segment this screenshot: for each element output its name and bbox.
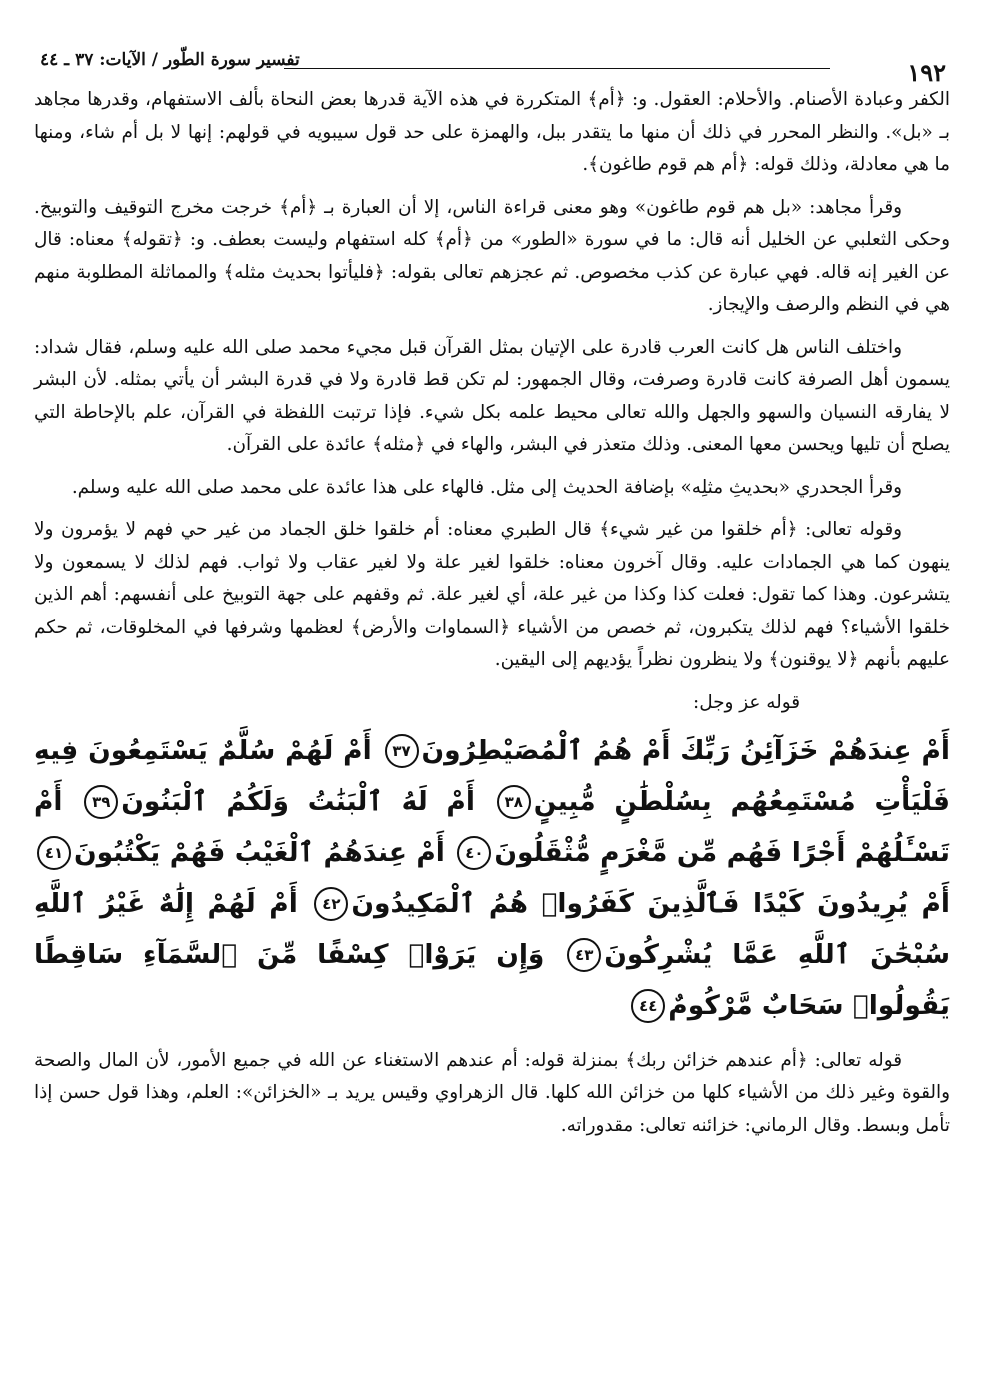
verse-text: أَمْ عِندَهُمُ ٱلْغَيْبُ فَهُمْ يَكْتُبُونَ xyxy=(74,836,445,868)
verse-text: أَمْ لَهُمْ إِلَٰهٌ غَيْرُ ٱللَّهِ سُبْحَٰنَ ٱللَّهِ عَمَّا يُشْرِكُونَ xyxy=(34,887,951,970)
running-title: تفسير سورة الطّور / الآيات: ٣٧ ـ ٤٤ xyxy=(40,50,300,70)
verse-number-badge: ٤٤ xyxy=(631,989,665,1023)
verse-text: أَمْ يُرِيدُونَ كَيْدًا فَٱلَّذِينَ كَفَرُوا۟ هُمُ ٱلْمَكِيدُونَ xyxy=(351,887,950,919)
verse-text: وَإِن يَرَوْا۟ كِسْفًا مِّنَ ٱلسَّمَآءِ سَاقِطًا يَقُولُوا۟ سَحَابٌ مَّرْكُومٌ xyxy=(34,938,950,1021)
paragraph-1: الكفر وعبادة الأصنام. والأحلام: العقول. و: ﴿أم﴾ المتكررة في هذه الآية قدرها بعض النحاة بألف الاستفهام، وقدرها مجاهد بـ «بل». والنظر المحرر في ذلك أن منها ما يتقدر ببل، والهمزة على حد قول سيبويه في قولهم: إنها لا بل أم شاء، ومنها ما هي معادلة، وذلك قوله: ﴿أم هم قوم طاغون﴾. xyxy=(34,89,950,175)
verse-text: أَمْ لَهُ ٱلْبَنَٰتُ وَلَكُمُ ٱلْبَنُونَ xyxy=(121,785,475,817)
verse-number-badge: ٣٨ xyxy=(497,785,531,819)
paragraph-3: واختلف الناس هل كانت العرب قادرة على الإتيان بمثل القرآن قبل مجيء محمد صلى الله عليه وسلم، فقال شداد: يسمون أهل الصرفة كانت قادرة وصرفت، وقال الجمهور: لم تكن قط قادرة ولا في قدرة البشر أن يأتي بمثله. لأن البشر لا يفارقه النسيان والسهو والجهل والله تعالى محيط علمه بكل شيء. فإذا ترتبت اللفظة في القرآن، علم بالإحاطة التي يصلح أن تليها ويحسن معها المعنى. وذلك متعذر في البشر، والهاء في ﴿مثله﴾ عائدة على القرآن. xyxy=(34,336,950,455)
verse-text: أَمْ عِندَهُمْ خَزَآئِنُ رَبِّكَ أَمْ هُمُ ٱلْمُصَيْطِرُونَ xyxy=(421,734,950,766)
verse-text: أَمْ تَسْـَٔلُهُمْ أَجْرًا فَهُم مِّن مَّغْرَمٍ مُّثْقَلُونَ xyxy=(34,785,951,868)
verse-number-badge: ٣٧ xyxy=(385,734,419,768)
header-rule xyxy=(284,68,830,69)
verse-number-badge: ٤٢ xyxy=(314,887,348,921)
verse-text: أَمْ لَهُمْ سُلَّمٌ يَسْتَمِعُونَ فِيهِ فَلْيَأْتِ مُسْتَمِعُهُم بِسُلْطَٰنٍ مُّبِينٍ xyxy=(34,734,951,817)
page-header xyxy=(34,40,950,87)
quran-intro: قوله عز وجل: xyxy=(693,691,800,713)
verse-number-badge: ٤٣ xyxy=(567,938,601,972)
verse-number-badge: ٤١ xyxy=(37,836,71,870)
paragraph-4: وقرأ الجحدري «بحديثِ مثلِه» بإضافة الحديث إلى مثل. فالهاء على هذا عائدة على محمد صلى الله عليه وسلم. xyxy=(71,476,902,498)
paragraph-6: قوله تعالى: ﴿أم عندهم خزائن ربك﴾ بمنزلة قوله: أم عندهم الاستغناء عن الله في جميع الأمور، لأن المال والصحة والقوة وغير ذلك من الأشياء كلها من خزائن الله كلها. قال الزهراوي وقيس يريد بـ «الخزائن»: العلم، وهذا قول حسن إذا تأمل وبسط. وقال الرماني: خزائنه تعالى: مقدوراته. xyxy=(34,1049,950,1136)
verse-number-badge: ٣٩ xyxy=(84,785,118,819)
book-page xyxy=(34,40,950,1370)
paragraph-5: وقوله تعالى: ﴿أم خلقوا من غير شيء﴾ قال الطبري معناه: أم خلقوا خلق الجماد من غير حي فهم لا يؤمرون ولا ينهون كما هي الجمادات عليه. وقال آخرون معناه: خلقوا لغير علة ولا لغير عقاب ولا ثواب. فهم لذلك لا يسمعون ولا يتشرعون. وهذا كما تقول: فعلت كذا وكذا من غير علة، أي لغير علة. ثم وقفهم على جهة التوبيخ على أنفسهم: أهم الذين خلقوا الأشياء؟ فهم لذلك يتكبرون، ثم خصص من الأشياء ﴿السماوات والأرض﴾ لعظمها وشرفها في المخلوقات، ثم حكم عليهم بأنهم ﴿لا يوقنون﴾ ولا ينظرون نظراً يؤديهم إلى اليقين. xyxy=(34,519,950,670)
paragraph-2: وقرأ مجاهد: «بل هم قوم طاغون» وهو معنى قراءة الناس، إلا أن العبارة بـ ﴿أم﴾ خرجت مخرج التوقيف والتوبيخ. وحكى الثعلبي عن الخليل أنه قال: ما في سورة «الطور» من ﴿أم﴾ كله استفهام وليست بعطف. و: ﴿تقوله﴾ معناه: قال عن الغير إنه قاله. فهي عبارة عن كذب مخصوص. ثم عجزهم تعالى بقوله: ﴿فليأتوا بحديث مثله﴾ والمماثلة المطلوبة منهم هي في النظم والرصف والإيجاز. xyxy=(34,196,950,315)
page-number: ١٩٢ xyxy=(907,58,946,87)
quran-block xyxy=(34,725,950,1031)
verse-number-badge: ٤٠ xyxy=(457,836,491,870)
